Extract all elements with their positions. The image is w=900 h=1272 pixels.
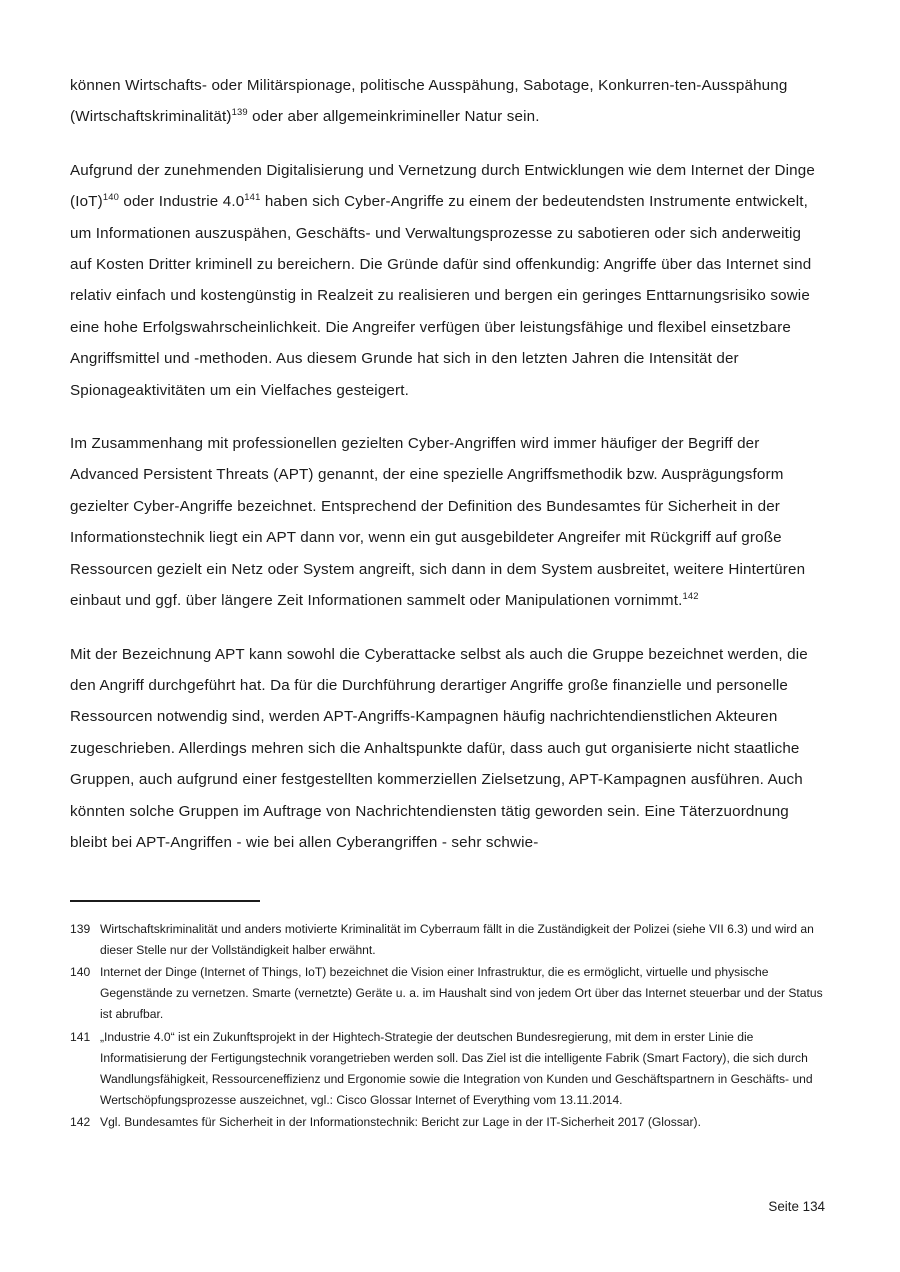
body-text-column bbox=[70, 70, 825, 858]
page-number: Seite 134 bbox=[768, 1199, 825, 1214]
footnote-marker: 141 bbox=[244, 191, 261, 203]
paragraph: Aufgrund der zunehmenden Digitalisierung und Vernetzung durch Entwicklungen wie dem Internet der Dinge (IoT)$^{140}$ oder Industrie $4.0^{141}$ haben sich Cyber-Angriffe zu einem der bedeutendsten Instrumente entwickelt, um Informationen auszuspähen, Geschäfts- und Verwaltungsprozesse zu sabotieren oder sich anderweitig auf Kosten Dritter kriminell zu bereichern. Die Gründe dafür sind offenkundig: Angriffe über das Internet sind relativ einfach und kostengünstig in Realzeit zu realisieren und bergen ein geringes Enttarnungsrisiko sowie eine hohe Erfolgswahrscheinlichkeit. Die Angreifer verfügen über leistungsfähige und flexibel einsetzbare Angriffsmittel und -methoden. Aus diesem Grunde hat sich in den letzten Jahren die Intensität der Spionageaktivitäten um ein Vielfaches gesteigert. bbox=[70, 161, 815, 399]
footnote-item bbox=[70, 1112, 825, 1133]
footnote-text: „Industrie 4.0“ ist ein Zukunftsprojekt in der Hightech-Strategie der deutschen Bundesregierung, mit dem in erster Linie die Informatisierung der Fertigungstechnik vorangetrieben werden soll. Das Ziel ist die intelligente Fabrik (Smart Factory), die sich durch Wandlungsfähigkeit, Ressourceneffizienz und Ergonomie sowie die Integration von Kunden und Geschäftspartnern in Geschäfts- und Wertschöpfungsprozesse auszeichnet, vgl.: Cisco Glossar Internet of Everything vom 13.11.2014. bbox=[100, 1029, 813, 1108]
footnote-text: Wirtschaftskriminalität und anders motivierte Kriminalität im Cyberraum fällt in die Zuständigkeit der Polizei (siehe VII 6.3) und wird an dieser Stelle nur der Vollständigkeit halber erwähnt. bbox=[100, 921, 814, 957]
footnote-text: Internet der Dinge (Internet of Things, IoT) bezeichnet die Vision einer Infrastruktur, die es ermöglicht, virtuelle und physische Gegenstände zu vernetzen. Smarte (vernetzte) Geräte u. a. im Haushalt sind von jedem Ort über das Internet steuerbar und der Status ist abrufbar. bbox=[100, 965, 823, 1022]
footnote-separator-rule bbox=[70, 900, 260, 902]
paragraph: können Wirtschafts- oder Militärspionage, politische Ausspähung, Sabotage, Konkurren-ten-Ausspähung (Wirtschaftskriminalität)$^{139}$ oder aber allgemeinkrimineller Natur sein. bbox=[70, 77, 788, 126]
footnote-text: Vgl. Bundesamtes für Sicherheit in der Informationstechnik: Bericht zur Lage in der IT-Sicherheit 2017 (Glossar). bbox=[100, 1115, 701, 1130]
footnote-marker: 140 bbox=[102, 191, 119, 203]
footnote-marker: 142 bbox=[682, 590, 699, 602]
footnote-marker: 139 bbox=[231, 106, 248, 118]
footnote-number: 141 bbox=[70, 1029, 91, 1044]
footnote-number: 140 bbox=[70, 965, 91, 979]
footnote-number: 139 bbox=[70, 921, 91, 936]
footnote-item bbox=[70, 962, 825, 1026]
paragraph: Mit der Bezeichnung APT kann sowohl die Cyberattacke selbst als auch die Gruppe bezeichnet werden, die den Angriff durchgeführt hat. Da für die Durchführung derartiger Angriffe große finanzielle und personelle Ressourcen notwendig sind, werden APT-Angriffs-Kampagnen häufig nachrichtendienstlichen Akteuren zugeschrieben. Allerdings mehren sich die Anhaltspunkte dafür, dass auch gut organisierte nicht staatliche Gruppen, auch aufgrund einer festgestellten kommerziellen Zielsetzung, APT-Kampagnen ausführen. Auch könnten solche Gruppen im Auftrage von Nachrichtendiensten tätig geworden sein. Eine Täterzuordnung bleibt bei APT-Angriffen - wie bei allen Cyberangriffen - sehr schwie- bbox=[70, 645, 808, 851]
footnote-area bbox=[70, 900, 825, 1135]
footnote-item bbox=[70, 919, 825, 961]
footnote-item bbox=[70, 1027, 825, 1112]
paragraph: Im Zusammenhang mit professionellen gezielten Cyber-Angriffen wird immer häufiger der Begriff der Advanced Persistent Threats (APT) genannt, der eine spezielle Angriffsmethodik bzw. Ausprägungsform gezielter Cyber-Angriffe bezeichnet. Entsprechend der Definition des Bundesamtes für Sicherheit in der Informationstechnik liegt ein APT dann vor, wenn ein gut ausgebildeter Angreifer mit Rückgriff auf große Ressourcen gezielt ein Netz oder System angreift, sich dann in dem System ausbreitet, weitere Hintertüren einbaut und ggf. über längere Zeit Informationen sammelt oder Manipulationen vornimmt.$^{142}$ bbox=[70, 435, 806, 610]
footnote-number: 142 bbox=[70, 1115, 91, 1130]
